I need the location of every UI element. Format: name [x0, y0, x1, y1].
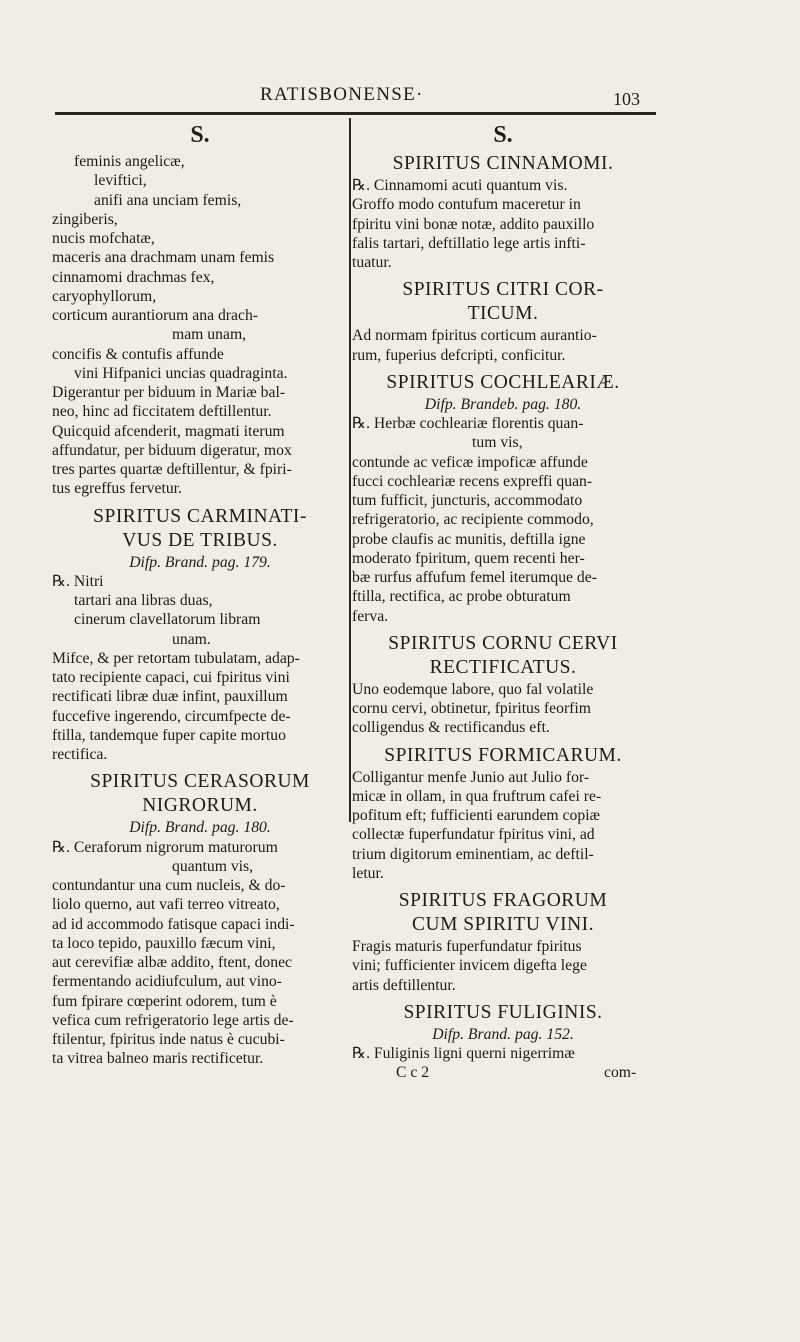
signature-line	[352, 1063, 654, 1082]
text-line: affundatur, per biduum digeratur, mox	[52, 441, 292, 459]
text-line: fuccefive ingerendo, circumfpecte de-	[52, 707, 291, 725]
text-line: cornu cervi, obtinetur, fpiritus feorfim	[352, 700, 591, 717]
text-line: aut cerevifiæ albæ addito, ftent, donec	[52, 954, 293, 971]
catchword: com-	[604, 1064, 637, 1082]
text-line: tum vis,	[472, 434, 523, 452]
page-number: 103	[613, 89, 640, 109]
text-line: liolo querno, aut vafi terreo vitreato,	[52, 896, 280, 914]
section-heading: SPIRITUS COCHLEARIÆ.	[386, 371, 620, 393]
text-line: rum, fuperius defcripti, conficitur.	[352, 346, 566, 364]
text-line: leviftici,	[94, 172, 147, 190]
text-line: micæ in ollam, in qua fruftrum cafei re-	[352, 787, 602, 805]
signature-mark: C c 2	[396, 1064, 430, 1082]
text-line: nucis mofchatæ,	[52, 230, 155, 247]
text-line: caryophyllorum,	[52, 287, 157, 305]
section-letter: S.	[493, 122, 513, 148]
text-line: rectificati libræ duæ infint, pauxillum	[52, 688, 288, 706]
running-title: RATISBONENSE·	[260, 84, 424, 105]
section-heading: VUS DE TRIBUS.	[122, 529, 278, 551]
text-line: tum fufficit, juncturis, accommodato	[352, 492, 583, 509]
text-line: Uno eodemque labore, quo fal volatile	[352, 680, 594, 698]
text-line: rectifica.	[52, 746, 108, 763]
text-line: bæ rurfus affufum femel iterumque de-	[352, 569, 597, 586]
text-line: refrigeratorio, ac recipiente commodo,	[352, 511, 594, 529]
text-line: Digerantur per biduum in Mariæ bal-	[52, 384, 286, 401]
text-line: trium digitorum eminentiam, ac deftil-	[352, 845, 594, 863]
text-line: quantum vis,	[172, 857, 254, 875]
text-line: fpiritu vini bonæ notæ, addito pauxillo	[352, 215, 595, 233]
text-line: falis tartari, deftillatio lege artis infti-	[352, 234, 586, 252]
text-line: collectæ fuperfundatur fpiritus vini, ad	[352, 826, 595, 844]
citation: Difp. Brand. pag. 152.	[432, 1025, 574, 1043]
text-line: Fragis maturis fuperfundatur fpiritus	[352, 938, 582, 955]
text-line: neo, hinc ad ficcitatem deftillentur.	[52, 403, 272, 421]
text-line: contundantur una cum nucleis, & do-	[52, 877, 286, 894]
text-line: ftilentur, fpiritus inde natus è cucubi-	[52, 1031, 285, 1048]
text-line: corticum aurantiorum ana drach-	[52, 307, 259, 324]
column-divider	[349, 118, 351, 822]
right-column	[352, 118, 654, 1082]
text-line: zingiberis,	[52, 210, 118, 228]
text-line: moderato fpiritum, quem recenti her-	[352, 549, 585, 567]
citation: Difp. Brandeb. pag. 180.	[424, 395, 582, 413]
text-line: concifis & contufis affunde	[52, 345, 224, 363]
text-line: tartari ana libras duas,	[74, 592, 213, 609]
text-line: artis deftillentur.	[352, 976, 456, 994]
text-line: mam unam,	[172, 326, 247, 344]
text-line: ℞. Herbæ cochleariæ florentis quan-	[352, 415, 584, 432]
header-rule	[55, 112, 656, 115]
section-heading: SPIRITUS CARMINATI-	[93, 505, 307, 527]
text-line: tus egreffus fervetur.	[52, 480, 182, 498]
text-line: Ad normam fpiritus corticum aurantio-	[352, 327, 597, 345]
text-line: Quicquid afcenderit, magmati iterum	[52, 422, 285, 440]
text-line: letur.	[352, 864, 384, 882]
text-line: vini Hifpanici uncias quadraginta.	[74, 364, 288, 382]
text-line: ad id accommodo fatisque capaci indi-	[52, 915, 295, 933]
section-heading: TICUM.	[467, 303, 539, 325]
text-line: feminis angelicæ,	[74, 153, 185, 170]
text-line: ftilla, tandemque fuper capite mortuo	[52, 726, 286, 744]
text-line: contunde ac veficæ impoficæ affunde	[352, 453, 588, 471]
section-heading: NIGRORUM.	[142, 795, 258, 817]
section-heading: SPIRITUS FRAGORUM	[398, 890, 608, 911]
section-heading: SPIRITUS CITRI COR-	[402, 279, 604, 301]
text-line: cinnamomi drachmas fex,	[52, 268, 215, 286]
text-line: pofitum eft; fufficienti earundem copiæ	[352, 807, 601, 824]
text-line: ℞. Nitri	[52, 572, 104, 590]
text-line: ta loco tepido, pauxillo fæcum vini,	[52, 934, 276, 952]
text-line: fum fpirare cœperint odorem, tum è	[52, 992, 277, 1010]
text-line: ℞. Fuliginis ligni querni nigerrimæ	[352, 1045, 575, 1062]
text-line: ferva.	[352, 607, 389, 625]
citation: Difp. Brand. pag. 179.	[129, 553, 271, 571]
text-line: Mifce, & per retortam tubulatam, adap-	[52, 649, 300, 667]
text-line: anifi ana unciam femis,	[94, 191, 242, 209]
text-line: vini; fufficienter invicem digefta lege	[352, 957, 587, 975]
text-line: ℞. Cinnamomi acuti quantum vis.	[352, 177, 568, 194]
text-line: ℞. Ceraforum nigrorum maturorum	[52, 838, 278, 856]
text-line: Colligantur menfe Junio aut Julio for-	[352, 768, 590, 786]
section-heading: SPIRITUS CINNAMOMI.	[392, 153, 614, 174]
section-heading: RECTIFICATUS.	[429, 656, 577, 678]
text-line: probe claufis ac munitis, deftilla igne	[352, 530, 586, 548]
section-heading: SPIRITUS CERASORUM	[90, 771, 310, 793]
text-line: tato recipiente capaci, cui fpiritus vini	[52, 669, 290, 686]
section-heading: SPIRITUS FULIGINIS.	[403, 1001, 603, 1023]
text-line: unam.	[172, 630, 211, 648]
section-heading: SPIRITUS FORMICARUM.	[384, 744, 622, 766]
text-line: vefica cum refrigeratorio lege artis de-	[52, 1011, 294, 1029]
section-heading: CUM SPIRITU VINI.	[411, 914, 595, 935]
citation: Difp. Brand. pag. 180.	[129, 819, 271, 837]
text-line: fucci cochleariæ recens expreffi quan-	[352, 472, 593, 490]
section-heading: SPIRITUS CORNU CERVI	[388, 632, 618, 654]
text-line: tuatur.	[352, 254, 392, 271]
section-letter: S.	[190, 122, 210, 148]
text-line: ta vitrea balneo maris rectificetur.	[52, 1050, 264, 1068]
running-head	[0, 84, 800, 110]
text-line: Groffo modo contufum maceretur in	[352, 196, 581, 214]
text-line: cinerum clavellatorum libram	[74, 611, 261, 629]
text-line: tres partes quartæ deftillentur, & fpiri-	[52, 461, 292, 478]
text-line: maceris ana drachmam unam femis	[52, 249, 275, 267]
text-line: colligendus & rectificandus eft.	[352, 719, 550, 737]
text-line: fermentando acidiufculum, aut vino-	[52, 973, 283, 991]
left-column	[52, 118, 348, 1069]
text-line: ftilla, rectifica, ac probe obturatum	[352, 588, 571, 606]
